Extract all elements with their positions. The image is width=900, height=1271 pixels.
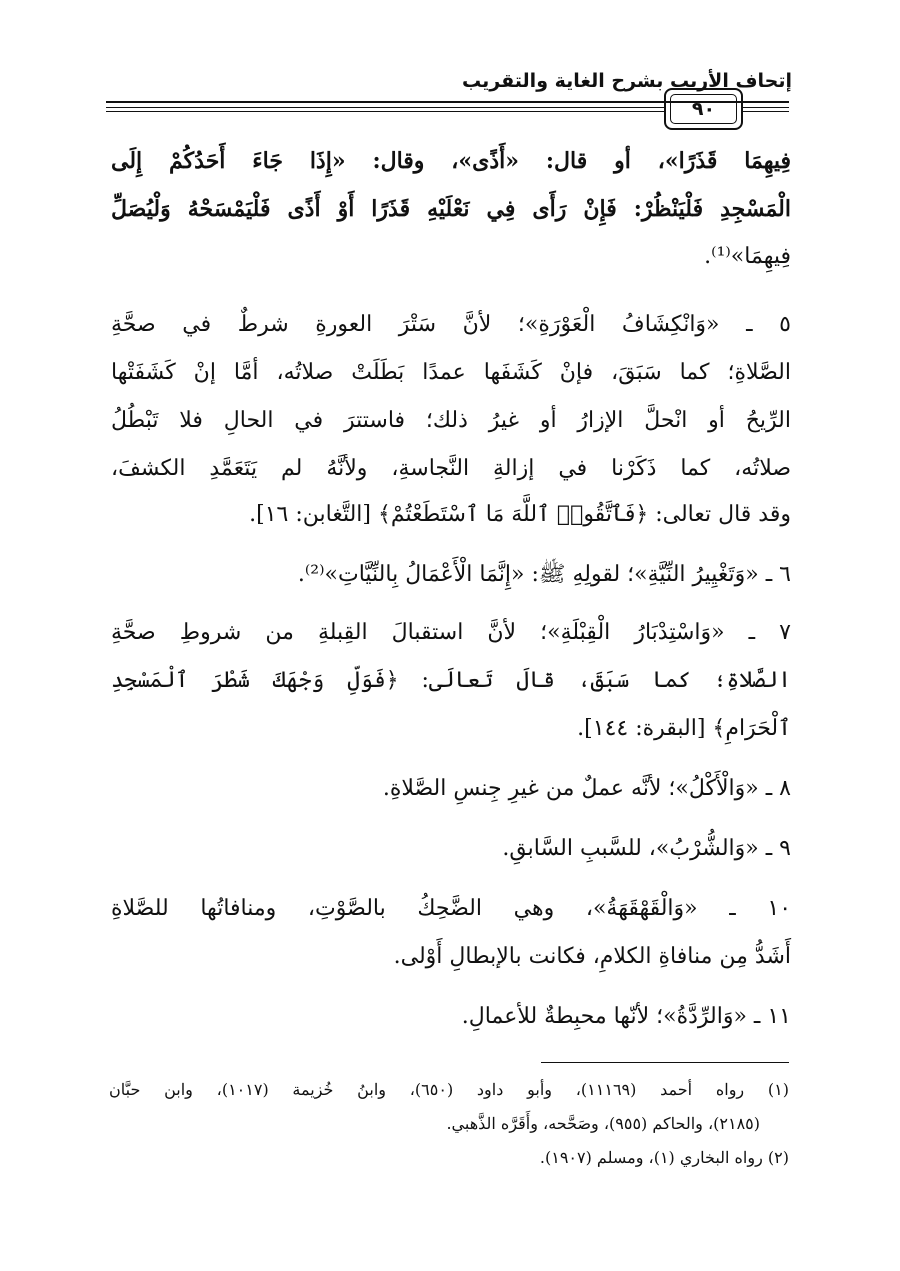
text-line-12: ٱلْحَرَامِ﴾ [البقرة: ١٤٤]. [577,716,791,741]
footnote-line-2: (٢١٨٥)، والحاكم (٩٥٥)، وصَحَّحه، وأَقَرَّه الذَّهبي. [446,1114,760,1133]
page-number-frame [664,88,743,130]
header-double-rule-left-2 [106,111,664,112]
text-line-11: الصَّلاةِ؛ كما سَبَقَ، قالَ تَعالَى: ﴿فَوَلِّ وَجْهَكَ شَطْرَ ٱلْمَسْجِدِ [111,668,791,693]
text-line-4: ٥ ـ «وَانْكِشَافُ الْعَوْرَةِ»؛ لأنَّ سَتْرَ العورةِ شرطٌ في صحَّةِ [111,312,791,337]
page-number-inner-frame [670,94,737,124]
text-line-16: أَشَدُّ مِن منافاةِ الكلامِ، فكانت بالإبطالِ أَوْلى. [393,944,791,969]
text-line-15: ١٠ ـ «وَالْقَهْقَهَةُ»، وهي الضَّحِكُ بالصَّوْتِ، ومنافاتُها للصَّلاةِ [111,896,792,921]
footnote-line-1: (١) رواه أحمد (١١١٦٩)، وأبو داود (٦٥٠)، وابنُ خُزيمة (١٠١٧)، وابن حبَّان [109,1080,789,1099]
page-number: ٩٠ [691,98,716,120]
text-line-8: وقد قال تعالى: ﴿فَٱتَّقُوا۟ ٱللَّهَ مَا ٱسْتَطَعْتُمْ﴾ [التَّغابن: ١٦]. [249,502,791,527]
text-line-3: فِيهِمَا»⁽¹⁾. [704,244,791,269]
header-double-rule-right-2 [743,111,789,112]
text-line-5: الصَّلاةِ؛ كما سَبَقَ، فإنْ كَشَفَها عمدًا بَطَلَتْ صلاتُه، أمَّا إنْ كَشَفَتْها [111,360,791,385]
text-line-7: صلاتُه، كما ذَكَرْنا في إزالةِ النَّجاسةِ، ولأنَّهُ لم يَتَعَمَّدِ الكشفَ، [111,456,791,481]
text-line-9: ٦ ـ «وَتَغْيِيرُ النِّيَّةِ»؛ لقولِهِ ﷺ: «إِنَّمَا الْأَعْمَالُ بِالنِّيَّاتِ»⁽²⁾. [297,562,791,587]
text-line-2: الْمَسْجِدِ فَلْيَنْظُرْ: فَإِنْ رَأَى فِي نَعْلَيْهِ قَذَرًا أَوْ أَذًى فَلْيَمْسَحْهُ وَلْيُصَلِّ [111,196,791,222]
text-line-6: الرِّيحُ أو انْحلَّ الإزارُ أو غيرُ ذلك؛ فاستترَ في الحالِ فلا تَبْطُلُ [111,408,791,433]
running-title: إتحاف الأريب بشرح الغاية والتقريب [462,70,792,92]
text-line-14: ٩ ـ «وَالشُّرْبُ»، للسَّببِ السَّابقِ. [502,836,791,861]
text-line-10: ٧ ـ «وَاسْتِدْبَارُ الْقِبْلَةِ»؛ لأنَّ استقبالَ القِبلةِ من شروطِ صحَّةِ [111,620,791,645]
text-line-1: فِيهِمَا قَذَرًا»، أو قال: «أَذًى»، وقال: «إِذَا جَاءَ أَحَدُكُمْ إِلَى [111,148,791,174]
text-line-17: ١١ ـ «وَالرِّدَّةُ»؛ لأنّها محبِطةٌ للأعمالِ. [461,1004,791,1029]
text-line-13: ٨ ـ «وَالْأَكْلُ»؛ لأنَّه عملٌ من غيرِ جِنسِ الصَّلاةِ. [382,776,791,801]
footnote-line-3: (٢) رواه البخاري (١)، ومسلم (١٩٠٧). [539,1148,789,1167]
header-double-rule-left-1 [106,107,664,108]
footnote-rule [541,1062,789,1063]
header-double-rule-right-1 [743,107,789,108]
